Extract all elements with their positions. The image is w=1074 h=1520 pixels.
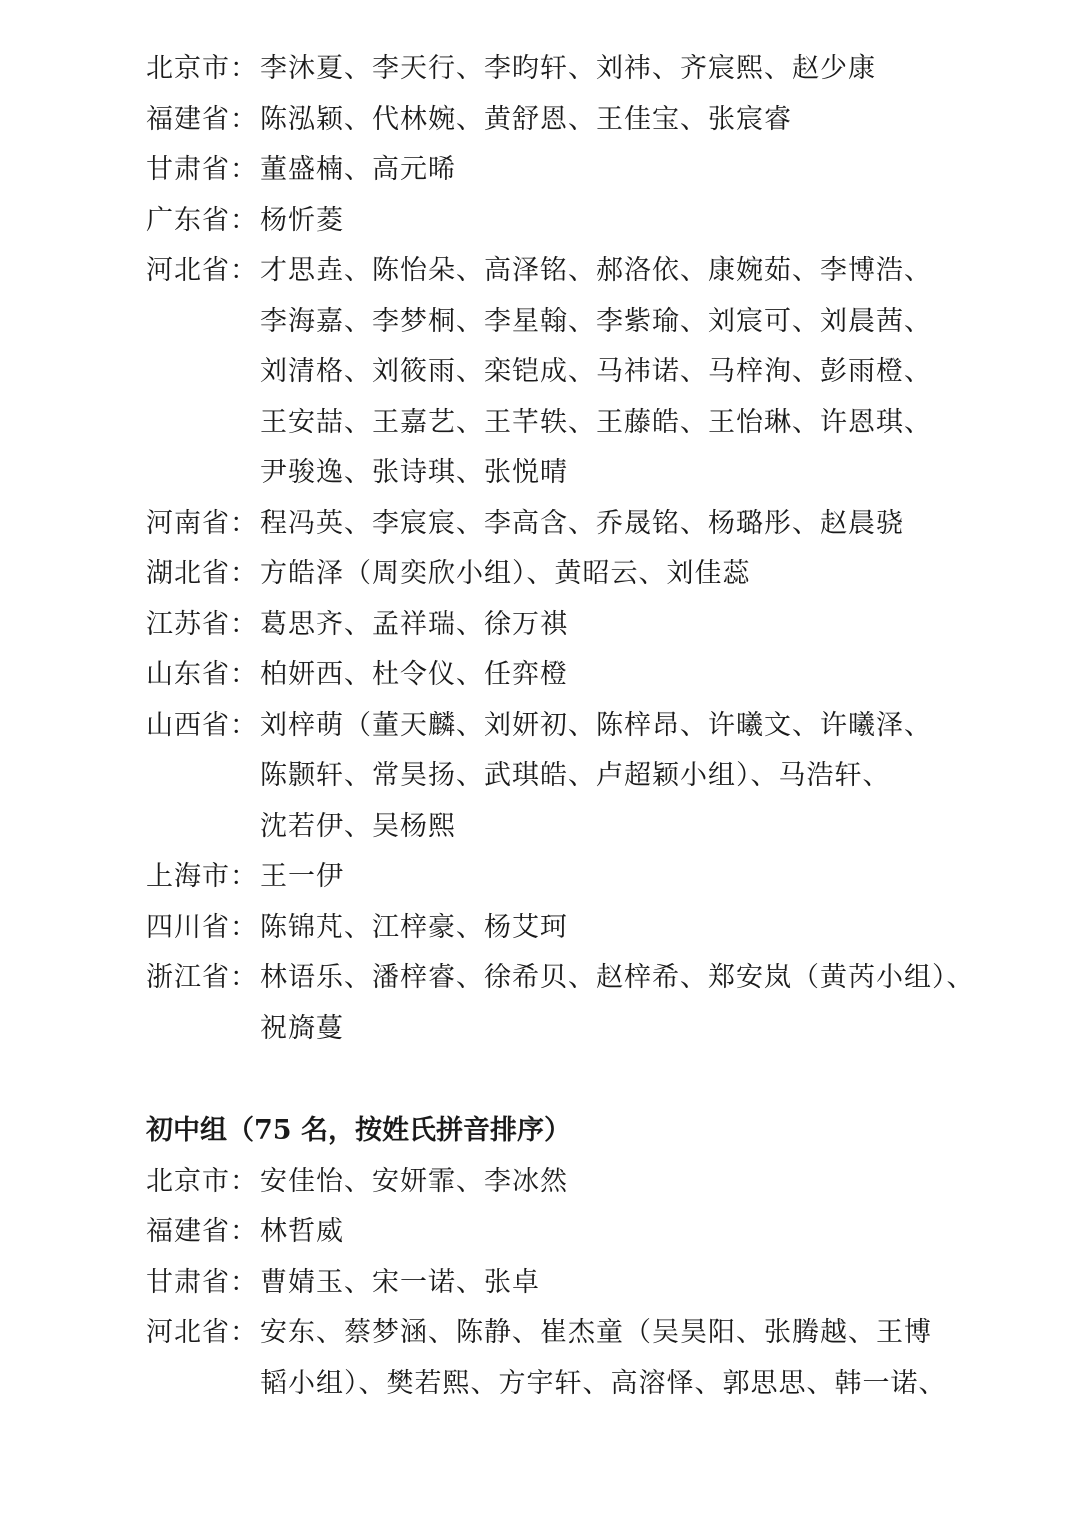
province-label: 北京市： xyxy=(146,1165,258,1197)
province-entry xyxy=(146,852,1074,903)
winner-names xyxy=(260,1157,1074,1208)
name-line: 安东、蔡梦涵、陈静、崔杰童（吴昊阳、张腾越、王博 xyxy=(260,1317,932,1348)
province-entry xyxy=(146,95,1074,146)
winner-names xyxy=(260,1308,1074,1409)
name-line: 葛思齐、孟祥瑞、徐万祺 xyxy=(260,608,568,640)
province-label: 甘肃省： xyxy=(146,154,258,185)
province-entry xyxy=(146,549,1074,600)
province-label: 四川省： xyxy=(146,911,258,943)
name-line: 董盛楠、高元晞 xyxy=(260,154,456,185)
winner-names xyxy=(260,549,1074,600)
province-entry xyxy=(146,246,1074,499)
province-label: 上海市： xyxy=(146,861,258,892)
winner-names xyxy=(260,701,1074,853)
name-line: 曹婧玉、宋一诺、张卓 xyxy=(260,1266,540,1298)
province-entry xyxy=(146,650,1074,701)
province-label: 江苏省： xyxy=(146,608,258,640)
name-line: 刘梓萌（董天麟、刘妍初、陈梓昂、许曦文、许曦泽、 xyxy=(260,709,932,741)
name-line: 刘清格、刘筱雨、栾铠成、马祎诺、马梓洵、彭雨橙、 xyxy=(260,356,932,387)
name-line: 王安喆、王嘉艺、王芊轶、王藤皓、王怡琳、许恩琪、 xyxy=(260,406,932,438)
province-label: 福建省： xyxy=(146,1216,258,1247)
winner-names xyxy=(260,44,1074,95)
junior-section xyxy=(0,1106,1074,1409)
province-entry xyxy=(146,499,1074,550)
winner-names xyxy=(260,600,1074,651)
winner-names xyxy=(260,650,1074,701)
province-entry xyxy=(146,1207,1074,1258)
name-line: 林语乐、潘梓睿、徐希贝、赵梓希、郑安岚（黄芮小组）、 xyxy=(260,962,975,993)
winner-names xyxy=(260,499,1074,550)
name-line: 沈若伊、吴杨熙 xyxy=(260,810,456,842)
winner-names xyxy=(260,145,1074,196)
province-label: 山西省： xyxy=(146,709,258,741)
name-line: 陈锦芃、江梓豪、杨艾珂 xyxy=(260,911,568,943)
winner-names xyxy=(260,953,1074,1054)
winner-names xyxy=(260,196,1074,247)
name-line: 尹骏逸、张诗琪、张悦晴 xyxy=(260,457,568,488)
name-line: 林哲威 xyxy=(260,1216,344,1247)
province-label: 湖北省： xyxy=(146,558,258,589)
province-label: 河北省： xyxy=(146,255,258,286)
province-label: 河南省： xyxy=(146,507,258,539)
name-line: 陈泓颖、代林婉、黄舒恩、王佳宝、张宸睿 xyxy=(260,103,792,135)
name-line: 柏妍西、杜令仪、任弈橙 xyxy=(260,659,568,690)
name-line: 祝旖蔓 xyxy=(260,1012,344,1044)
province-entry xyxy=(146,903,1074,954)
province-label: 广东省： xyxy=(146,204,258,236)
winner-names xyxy=(260,1258,1074,1309)
province-label: 北京市： xyxy=(146,53,258,84)
winner-names xyxy=(260,903,1074,954)
winner-names xyxy=(260,95,1074,146)
province-entry xyxy=(146,145,1074,196)
province-label: 福建省： xyxy=(146,103,258,135)
name-line: 才思垚、陈怡朵、高泽铭、郝洛依、康婉茹、李博浩、 xyxy=(260,255,932,286)
name-line: 韬小组）、樊若熙、方宇轩、高溶怿、郭思思、韩一诺、 xyxy=(260,1367,947,1399)
senior-list xyxy=(0,44,1074,1054)
section-title: 初中组（75 名，按姓氏拼音排序） xyxy=(146,1115,571,1146)
province-entry xyxy=(146,1157,1074,1208)
province-entry xyxy=(146,953,1074,1054)
name-line: 李海嘉、李梦桐、李星翰、李紫瑜、刘宸可、刘晨茜、 xyxy=(260,305,932,337)
province-entry xyxy=(146,701,1074,853)
name-line: 王一伊 xyxy=(260,861,344,892)
province-label: 河北省： xyxy=(146,1317,258,1348)
province-label: 山东省： xyxy=(146,659,258,690)
name-line: 方皓泽（周奕欣小组）、黄昭云、刘佳蕊 xyxy=(260,558,751,589)
province-entry xyxy=(146,600,1074,651)
junior-list xyxy=(0,1157,1074,1410)
name-line: 陈颢轩、常昊扬、武琪皓、卢超颖小组）、马浩轩、 xyxy=(260,760,891,791)
province-entry xyxy=(146,44,1074,95)
province-entry xyxy=(146,196,1074,247)
name-line: 程冯英、李宸宸、李高含、乔晟铭、杨璐彤、赵晨骁 xyxy=(260,507,904,539)
name-line: 李沐夏、李天行、李昀轩、刘祎、齐宸熙、赵少康 xyxy=(260,53,876,84)
province-entry xyxy=(146,1308,1074,1409)
name-line: 安佳怡、安妍霏、李冰然 xyxy=(260,1165,568,1197)
province-entry xyxy=(146,1258,1074,1309)
winner-names xyxy=(260,1207,1074,1258)
name-line: 杨忻菱 xyxy=(260,204,344,236)
winner-names xyxy=(260,246,1074,499)
winner-names xyxy=(260,852,1074,903)
province-label: 甘肃省： xyxy=(146,1266,258,1298)
province-label: 浙江省： xyxy=(146,962,258,993)
